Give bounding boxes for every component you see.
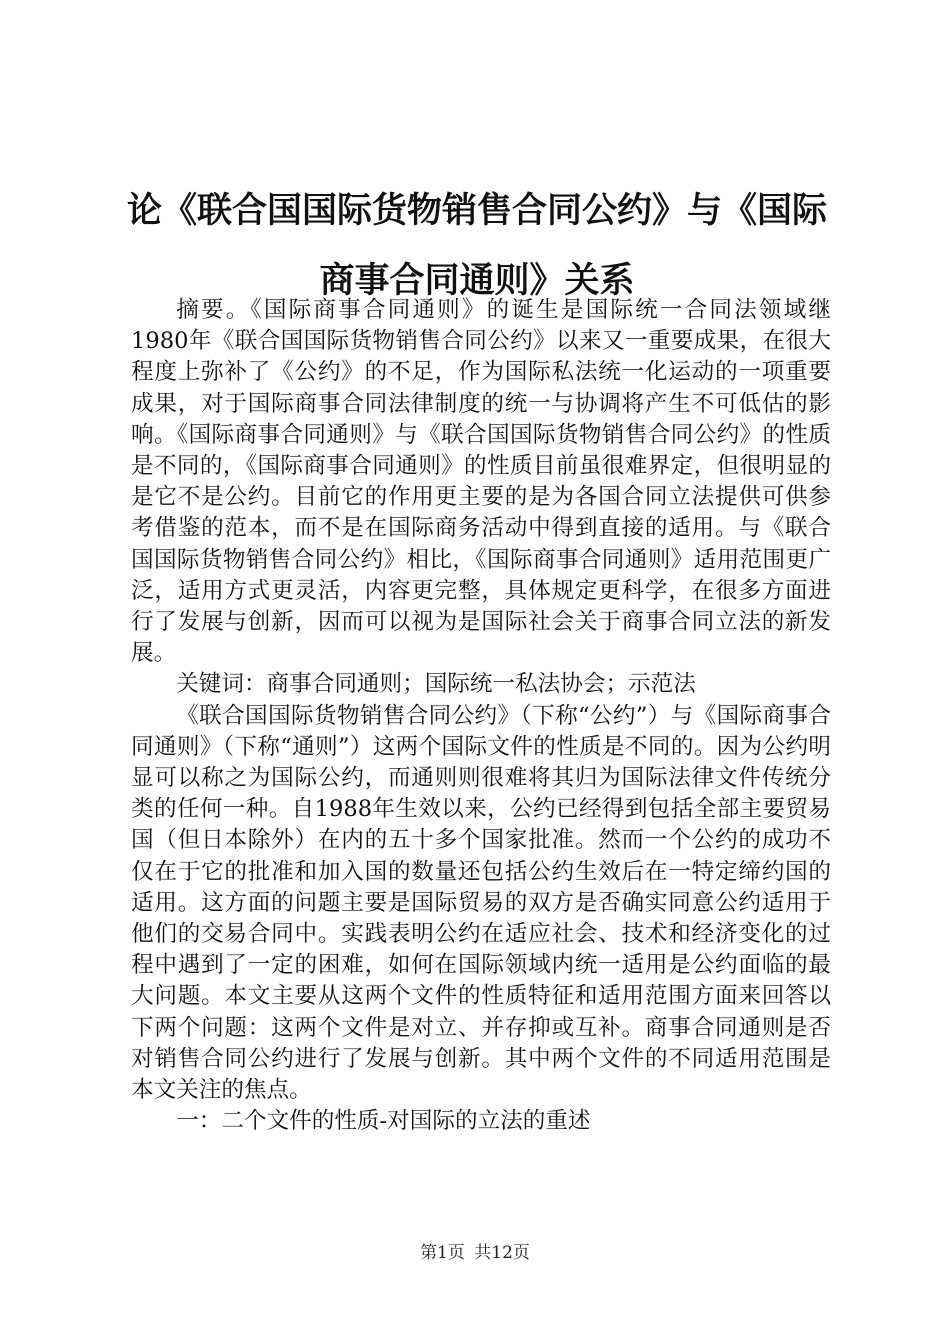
page-footer — [0, 1238, 950, 1263]
title-line-2: 商事合同通则》关系 — [319, 260, 635, 301]
abstract-paragraph: 摘要。《国际商事合同通则》的诞生是国际统一合同法领域继1980年《联合国国际货物销售合同公约》以来又一重要成果，在很大程度上弥补了《公约》的不足，作为国际私法统一化运动的一项重要成果，对于国际商事合同法律制度的统一与协调将产生不可低估的影响。《国际商事合同通则》与《联合国国际货物销售合同公约》的性质是不同的，《国际商事合同通则》的性质目前虽很难界定，但很明显的是它不是公约。目前它的作用更主要的是为各国合同立法提供可供参考借鉴的范本，而不是在国际商务活动中得到直接的适用。与《联合国国际货物销售合同公约》相比，《国际商事合同通则》适用范围更广泛，适用方式更灵活，内容更完整，具体规定更科学，在很多方面进行了发展与创新，因而可以视为是国际社会关于商事合同立法的新发展。 — [131, 297, 831, 667]
page-number: 第1页 — [420, 1243, 465, 1263]
keywords-paragraph: 关键词：商事合同通则；国际统一私法协会；示范法 — [176, 671, 696, 698]
intro-paragraph: 《联合国国际货物销售合同公约》（下称“公约”）与《国际商事合同通则》（下称“通则”）这两个国际文件的性质是不同的。因为公约明显可以称之为国际公约，而通则则很难将其归为国际法律文件传统分类的任何一种。自1988年生效以来，公约已经得到包括全部主要贸易国（但日本除外）在内的五十多个国家批准。然而一个公约的成功不仅在于它的批准和加入国的数量还包括公约生效后在一特定缔约国的适用。这方面的问题主要是国际贸易的双方是否确实同意公约适用于他们的交易合同中。实践表明公约在适应社会、技术和经济变化的过程中遇到了一定的困难，如何在国际领域内统一适用是公约面临的最大问题。本文主要从这两个文件的性质特征和适用范围方面来回答以下两个问题：这两个文件是对立、并存抑或互补。商事合同通则是否对销售合同公约进行了发展与创新。其中两个文件的不同适用范围是本文关注的焦点。 — [131, 702, 831, 1104]
page-total: 共12页 — [474, 1243, 530, 1263]
section-heading: 一：二个文件的性质-对国际的立法的重述 — [176, 1108, 591, 1135]
title-line-1: 论《联合国国际货物销售合同公约》与《国际 — [126, 190, 827, 231]
document-body — [131, 295, 831, 1137]
